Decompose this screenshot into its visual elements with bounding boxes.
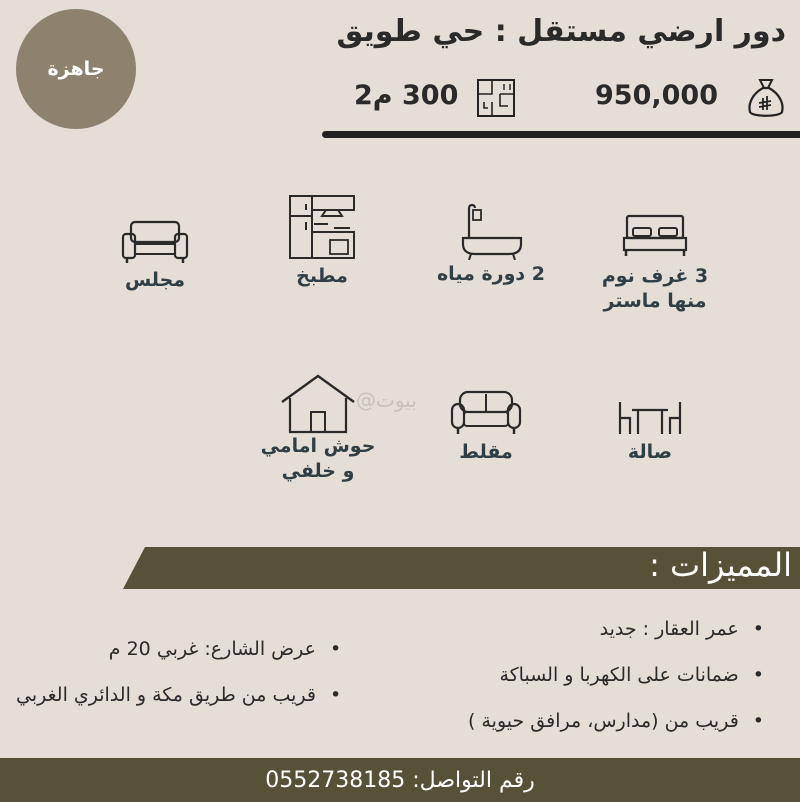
feature-label: 2 دورة مياه [436, 263, 546, 285]
kitchen-icon [288, 194, 356, 260]
feature-bedrooms [590, 212, 720, 314]
feature-label: مطبخ [296, 265, 348, 287]
feature-label: مجلس [124, 269, 186, 291]
bathtub-icon [457, 200, 525, 260]
money-bag-icon [746, 76, 786, 120]
list-item: • عمر العقار : جديد [468, 618, 764, 664]
feature-living-room [600, 400, 700, 465]
advantages-list-right [468, 618, 764, 756]
list-item: • عرض الشارع: غربي 20 م [16, 638, 341, 684]
list-item: • قريب من طريق مكة و الدائري الغربي [16, 684, 341, 730]
price: 950,000 [595, 80, 718, 111]
bed-icon [621, 212, 689, 260]
watermark: بيوت@ [356, 388, 417, 412]
feature-label: مقلط [459, 441, 513, 463]
sofa-icon [121, 220, 189, 264]
feature-label: صالة [627, 441, 673, 463]
house-icon [280, 374, 356, 434]
list-item: • قريب من (مدارس، مرافق حيوية ) [468, 710, 764, 756]
list-item: • ضمانات على الكهربا و السباكة [468, 664, 764, 710]
dining-table-icon [616, 400, 684, 436]
contact-number[interactable]: رقم التواصل: 0552738185 [265, 767, 535, 793]
feature-dining [436, 388, 536, 465]
floor-plan-icon [474, 76, 518, 120]
feature-kitchen [262, 194, 382, 289]
feature-bathrooms [426, 200, 556, 287]
feature-label: 3 غرف نوم منها ماستر [601, 265, 709, 312]
feature-majlis [105, 220, 205, 293]
divider [322, 131, 800, 138]
area: 300 م2 [354, 80, 459, 111]
ready-badge: جاهزة [16, 9, 136, 129]
contact-footer [0, 758, 800, 802]
feature-label: حوش امامي و خلفي [260, 435, 376, 482]
advantages-title: المميزات : [649, 546, 792, 584]
couch-icon [450, 388, 522, 436]
listing-title: دور ارضي مستقل : حي طويق [336, 14, 786, 49]
advantages-list-left [16, 638, 341, 730]
